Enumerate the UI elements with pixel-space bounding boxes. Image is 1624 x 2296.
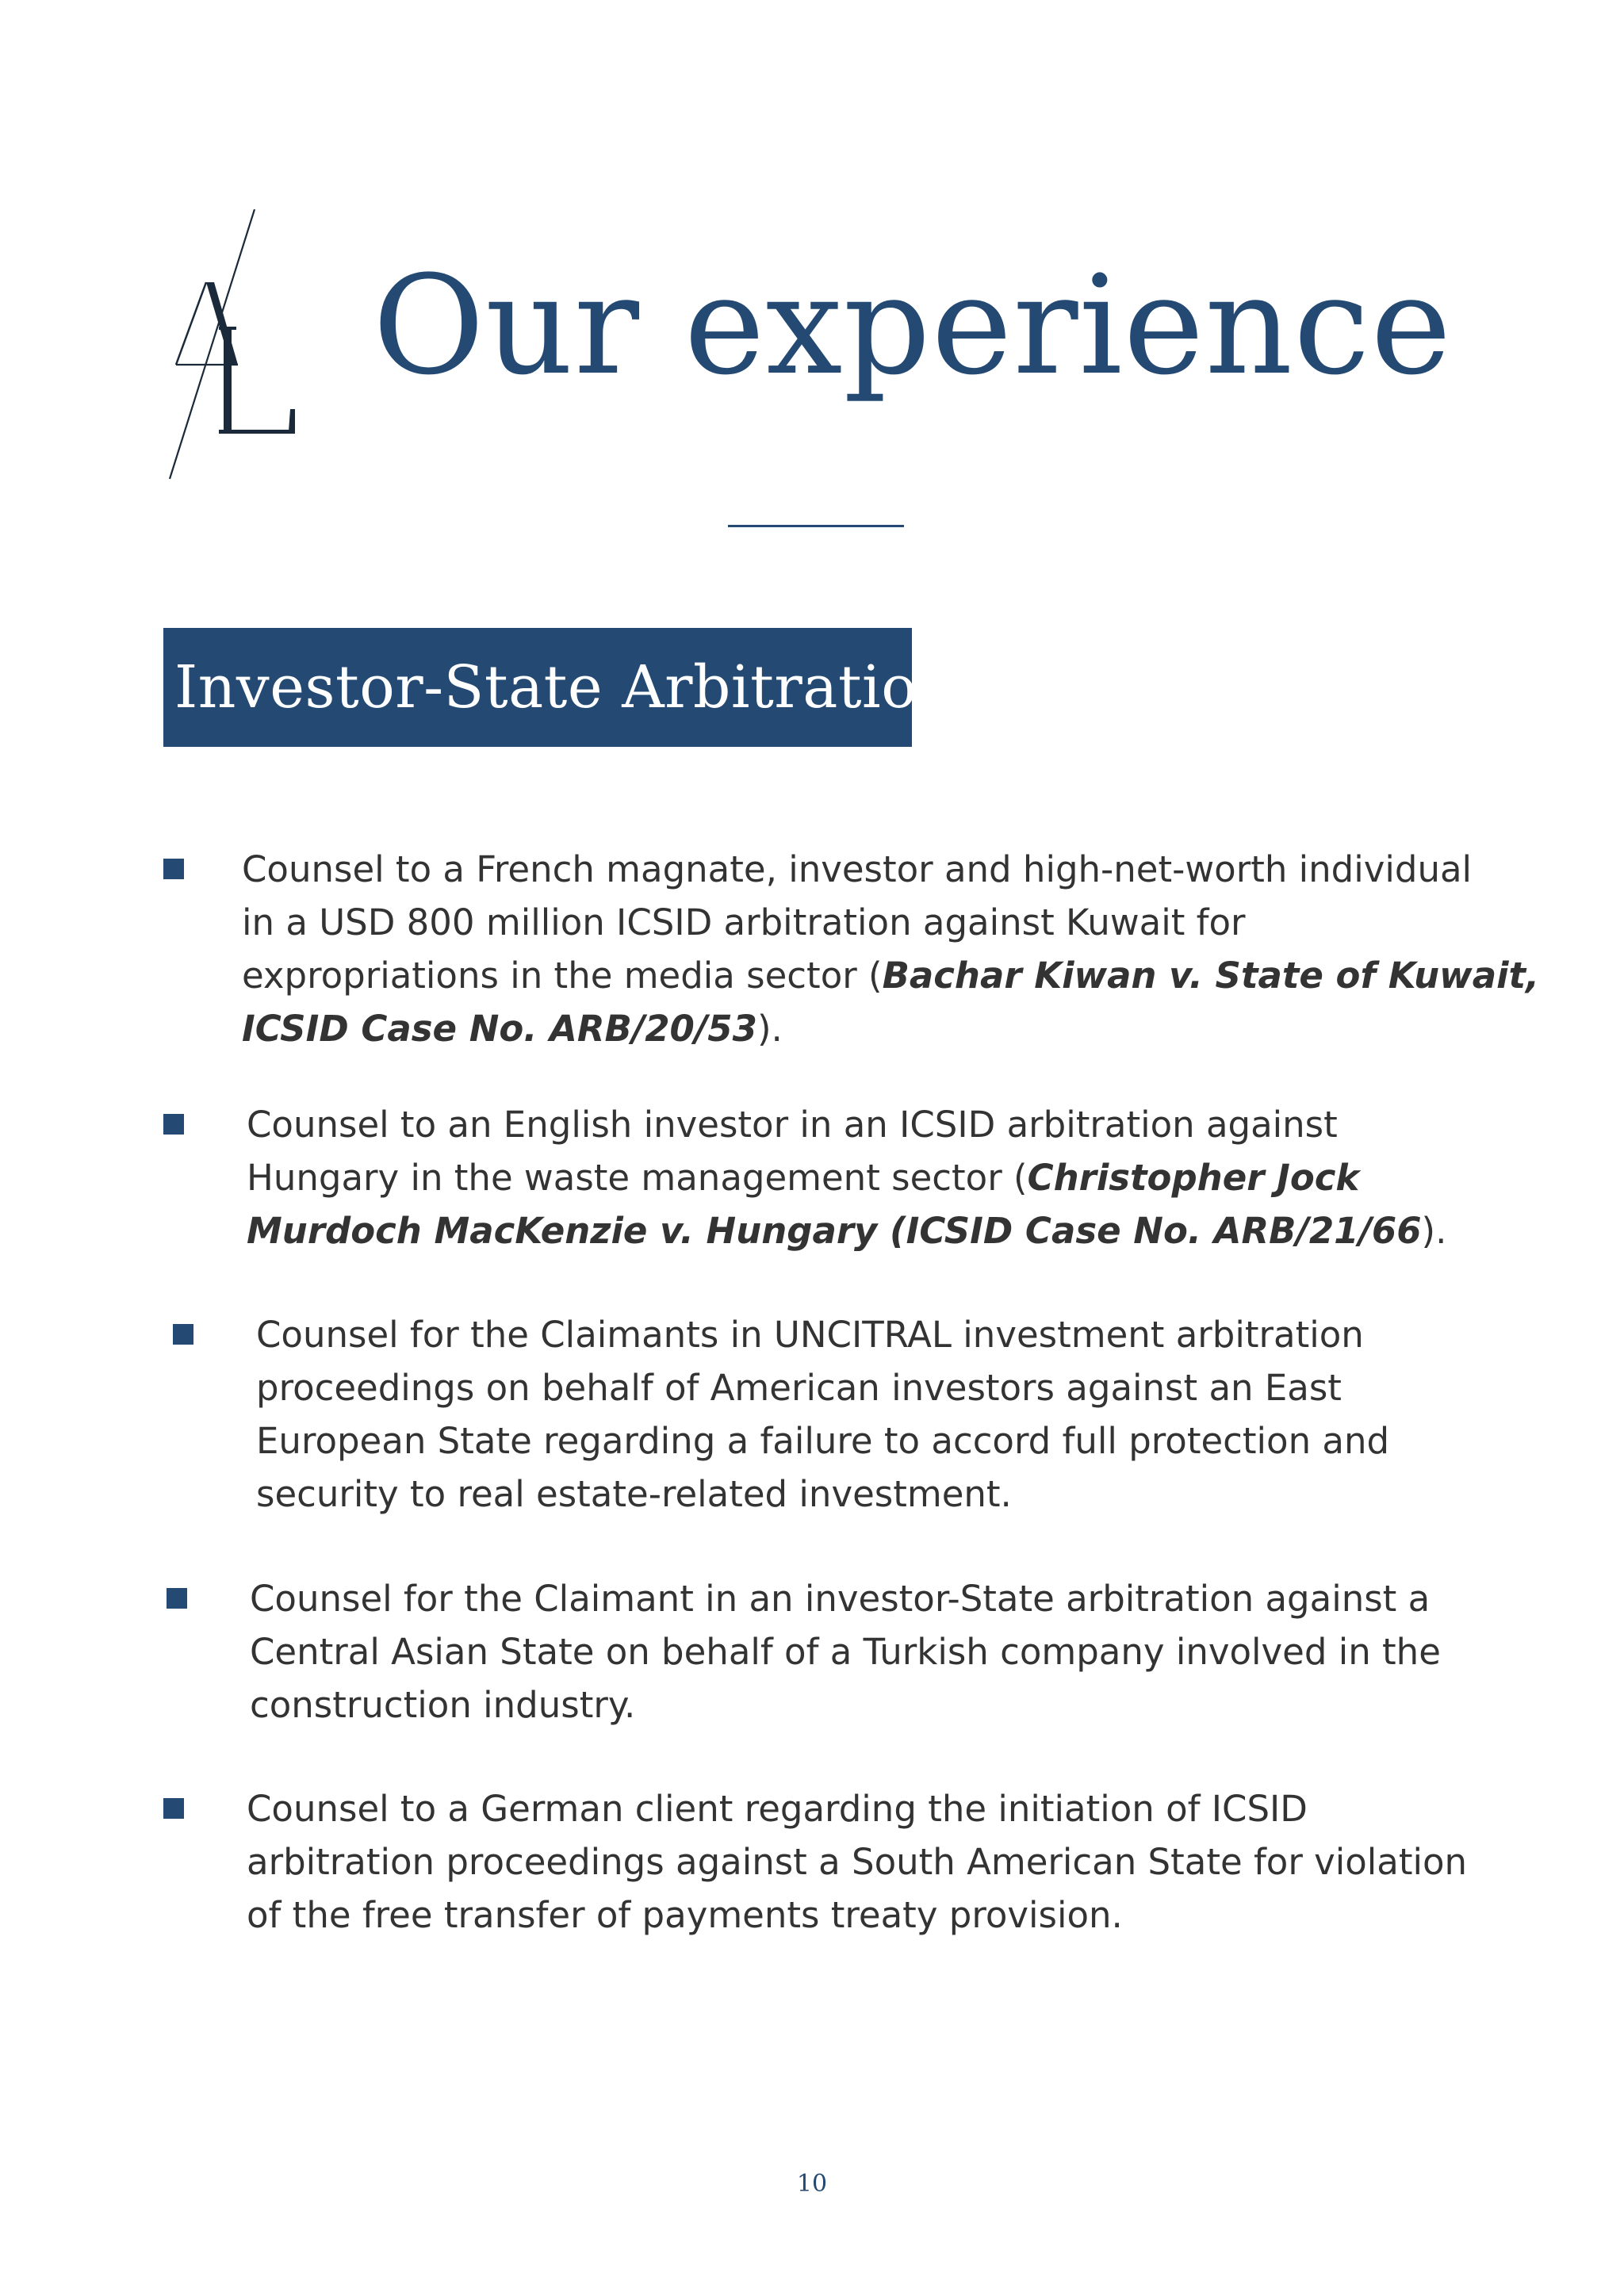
case-citation: Christopher Jock	[1027, 1157, 1360, 1199]
page-title: Our experience	[373, 246, 1453, 405]
list-item-text: Counsel for the Claimant in an investor-State arbitration against a Central Asian State on behalf of a Turkish company involved in the construction industry.	[250, 1578, 1441, 1726]
title-divider	[728, 525, 904, 527]
square-bullet-icon	[163, 1798, 184, 1819]
list-item-text: Counsel to a French magnate, investor and high-net-worth individual in a USD 800 million ICSID arbitration against Kuwait for expropriations in the media sector (Bachar Kiwan v. State of Kuwait, ICSID Case No. ARB/20/53).	[242, 848, 1540, 1050]
square-bullet-icon	[163, 1114, 184, 1135]
list-item-text: Counsel to an English investor in an ICSID arbitration against Hungary in the waste management sector (Christopher Jock Murdoch MacKenzie v. Hungary (ICSID Case No. ARB/21/66).	[247, 1104, 1447, 1252]
case-citation: Bachar Kiwan v. State of Kuwait,	[882, 955, 1540, 997]
square-bullet-icon	[167, 1588, 187, 1609]
square-bullet-icon	[173, 1324, 193, 1345]
page-number: 10	[796, 2170, 828, 2198]
list-item-text: Counsel for the Claimants in UNCITRAL investment arbitration proceedings on behalf of American investors against an East European State regarding a failure to accord full protection and security to real estate-related investment.	[256, 1314, 1390, 1515]
case-citation: Murdoch MacKenzie v. Hungary (ICSID Case No. ARB/21/66	[247, 1210, 1422, 1252]
list-item-text: Counsel to a German client regarding the initiation of ICSID arbitration proceedings against a South American State for violation of the free transfer of payments treaty provision.	[247, 1788, 1468, 1936]
al-monogram-logo	[155, 209, 298, 487]
section-header: Investor-State Arbitration	[163, 628, 912, 747]
square-bullet-icon	[163, 859, 184, 879]
case-citation: ICSID Case No. ARB/20/53	[242, 1008, 757, 1050]
